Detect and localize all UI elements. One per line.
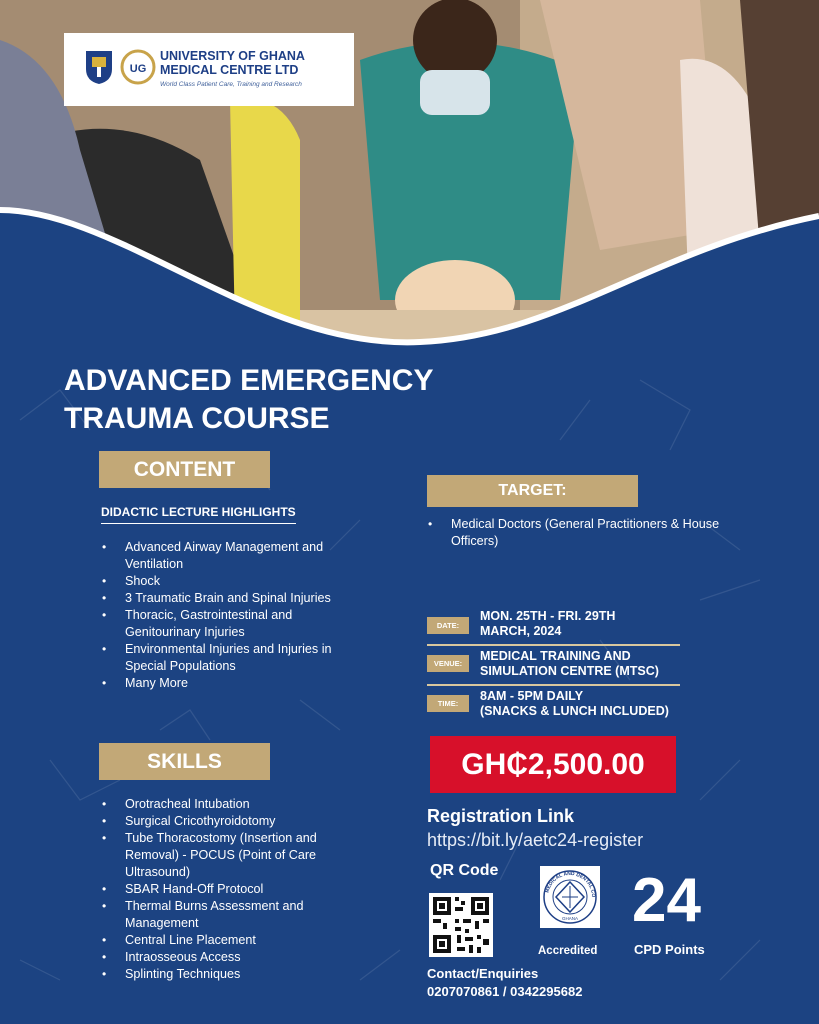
- venue-line2: SIMULATION CENTRE (MTSC): [480, 664, 659, 678]
- svg-text:UG: UG: [129, 63, 147, 75]
- seal-country: GHANA: [561, 916, 579, 921]
- list-item: • Environmental Injuries and Injuries in Special Populations: [101, 641, 341, 675]
- list-item: • Shock: [101, 573, 341, 590]
- qr-code-title: QR Code: [430, 862, 499, 879]
- list-item: • 3 Traumatic Brain and Spinal Injuries: [101, 590, 341, 607]
- time-chip: TIME:: [427, 695, 469, 712]
- list-item: • Many More: [101, 675, 341, 692]
- org-tagline: World Class Patient Care, Training and Research: [160, 81, 302, 88]
- list-item: • SBAR Hand-Off Protocol: [101, 881, 363, 898]
- org-name-line2: MEDICAL CENTRE LTD: [160, 63, 299, 77]
- cpd-points-number: 24: [632, 866, 701, 935]
- venue-row: [427, 648, 680, 688]
- qr-code-icon[interactable]: [429, 893, 493, 957]
- list-item: • Surgical Cricothyroidotomy: [101, 813, 363, 830]
- time-line1: 8AM - 5PM DAILY: [480, 689, 584, 703]
- cpd-points-label: CPD Points: [634, 942, 705, 957]
- didactic-subheading: DIDACTIC LECTURE HIGHLIGHTS: [101, 505, 296, 524]
- course-title-line2: TRAUMA COURSE: [64, 402, 330, 435]
- skills-list: [101, 796, 363, 983]
- registration-title: Registration Link: [427, 806, 575, 826]
- target-heading: TARGET:: [427, 475, 638, 507]
- contact-numbers[interactable]: 0207070861 / 0342295682: [427, 984, 583, 999]
- price-badge: GH₵2,500.00: [430, 736, 676, 793]
- date-value: [480, 609, 615, 639]
- wave-divider: [0, 190, 819, 370]
- ugmc-monogram-icon: [120, 49, 156, 85]
- target-list: [427, 516, 727, 550]
- venue-chip: VENUE:: [427, 655, 469, 672]
- registration-link[interactable]: https://bit.ly/aetc24-register: [427, 830, 644, 850]
- divider: [427, 644, 680, 646]
- skills-heading: SKILLS: [99, 743, 270, 780]
- contact-title: Contact/Enquiries: [427, 966, 539, 981]
- divider: [427, 684, 680, 686]
- date-line2: MARCH, 2024: [480, 624, 562, 638]
- date-chip: DATE:: [427, 617, 469, 634]
- content-heading: CONTENT: [99, 451, 270, 488]
- list-item: • Central Line Placement: [101, 932, 363, 949]
- venue-line1: MEDICAL TRAINING AND: [480, 649, 631, 663]
- date-row: [427, 607, 680, 647]
- time-value: [480, 689, 669, 719]
- list-item: • Thoracic, Gastrointestinal and Genitourinary Injuries: [101, 607, 341, 641]
- list-item: • Orotracheal Intubation: [101, 796, 363, 813]
- venue-value: [480, 649, 659, 679]
- course-title-line1: ADVANCED EMERGENCY: [64, 364, 434, 397]
- org-name-line1: UNIVERSITY OF GHANA: [160, 49, 305, 63]
- time-row: [427, 688, 680, 724]
- content-list: [101, 539, 341, 692]
- medical-dental-council-seal-icon: [540, 866, 600, 928]
- list-item: • Advanced Airway Management and Ventilation: [101, 539, 341, 573]
- seal-text: MEDICAL AND DENTAL CO: [544, 870, 597, 898]
- list-item: • Intraosseous Access: [101, 949, 363, 966]
- list-item: • Medical Doctors (General Practitioners & House Officers): [427, 516, 727, 550]
- list-item: • Splinting Techniques: [101, 966, 363, 983]
- date-line1: MON. 25TH - FRI. 29TH: [480, 609, 616, 623]
- time-line2: (SNACKS & LUNCH INCLUDED): [480, 704, 669, 718]
- university-crest-icon: [84, 49, 114, 85]
- list-item: • Thermal Burns Assessment and Management: [101, 898, 363, 932]
- organization-logo: [64, 33, 354, 106]
- accredited-label: Accredited: [538, 945, 598, 957]
- list-item: • Tube Thoracostomy (Insertion and Removal) - POCUS (Point of Care Ultrasound): [101, 830, 363, 881]
- course-title: [64, 362, 524, 438]
